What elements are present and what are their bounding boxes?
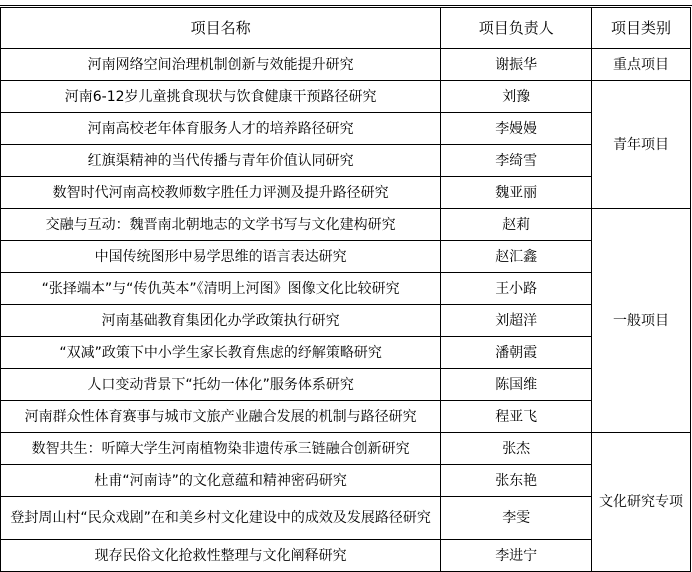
table-row xyxy=(1,433,691,465)
project-name: 中国传统图形中易学思维的语言表达研究 xyxy=(1,241,441,273)
project-name: 人口变动背景下“托幼一体化”服务体系研究 xyxy=(1,369,441,401)
project-leader: 张东艳 xyxy=(441,465,592,497)
project-table xyxy=(0,7,691,572)
project-leader: 王小路 xyxy=(441,273,592,305)
table-row xyxy=(1,113,691,145)
project-leader: 李进宁 xyxy=(441,540,592,572)
project-leader: 赵莉 xyxy=(441,209,592,241)
category-key: 重点项目 xyxy=(592,49,691,81)
project-name: 河南网络空间治理机制创新与效能提升研究 xyxy=(1,49,441,81)
table-row xyxy=(1,241,691,273)
header-project-category: 项目类别 xyxy=(592,8,691,49)
project-leader: 张杰 xyxy=(441,433,592,465)
project-name: 交融与互动：魏晋南北朝地志的文学书写与文化建构研究 xyxy=(1,209,441,241)
header-project-name: 项目名称 xyxy=(1,8,441,49)
project-leader: 李绮雪 xyxy=(441,145,592,177)
table-row xyxy=(1,401,691,433)
project-name: 河南高校老年体育服务人才的培养路径研究 xyxy=(1,113,441,145)
project-leader: 李雯 xyxy=(441,497,592,540)
project-leader: 潘朝霞 xyxy=(441,337,592,369)
project-leader: 刘超洋 xyxy=(441,305,592,337)
table-row xyxy=(1,145,691,177)
project-name: 红旗渠精神的当代传播与青年价值认同研究 xyxy=(1,145,441,177)
project-name: 登封周山村“民众戏剧”在和美乡村文化建设中的成效及发展路径研究 xyxy=(1,497,441,540)
table-row xyxy=(1,465,691,497)
project-name: 河南基础教育集团化办学政策执行研究 xyxy=(1,305,441,337)
project-name: 河南群众性体育赛事与城市文旅产业融合发展的机制与路径研究 xyxy=(1,401,441,433)
category-youth: 青年项目 xyxy=(592,81,691,209)
table-row xyxy=(1,177,691,209)
table-row xyxy=(1,369,691,401)
project-leader: 谢振华 xyxy=(441,49,592,81)
project-name: 河南6-12岁儿童挑食现状与饮食健康干预路径研究 xyxy=(1,81,441,113)
project-leader: 魏亚丽 xyxy=(441,177,592,209)
table-row xyxy=(1,337,691,369)
project-name: “张择端本”与“传仇英本”《清明上河图》图像文化比较研究 xyxy=(1,273,441,305)
project-leader: 程亚飞 xyxy=(441,401,592,433)
header-project-leader: 项目负责人 xyxy=(441,8,592,49)
project-name: 数智共生：听障大学生河南植物染非遗传承三链融合创新研究 xyxy=(1,433,441,465)
project-leader: 陈国维 xyxy=(441,369,592,401)
project-name: 数智时代河南高校教师数字胜任力评测及提升路径研究 xyxy=(1,177,441,209)
header-row xyxy=(1,8,691,49)
table-row xyxy=(1,305,691,337)
project-name: 现存民俗文化抢救性整理与文化阐释研究 xyxy=(1,540,441,572)
category-general: 一般项目 xyxy=(592,209,691,433)
project-name: 杜甫“河南诗”的文化意蕴和精神密码研究 xyxy=(1,465,441,497)
table-row xyxy=(1,209,691,241)
project-name: “双减”政策下中小学生家长教育焦虑的纾解策略研究 xyxy=(1,337,441,369)
table-row xyxy=(1,81,691,113)
table-row xyxy=(1,273,691,305)
table-row xyxy=(1,49,691,81)
table-row xyxy=(1,540,691,572)
top-border-line xyxy=(0,0,692,6)
project-leader: 刘豫 xyxy=(441,81,592,113)
table-row xyxy=(1,497,691,540)
project-leader: 赵汇鑫 xyxy=(441,241,592,273)
category-culture: 文化研究专项 xyxy=(592,433,691,572)
project-leader: 李嫚嫚 xyxy=(441,113,592,145)
